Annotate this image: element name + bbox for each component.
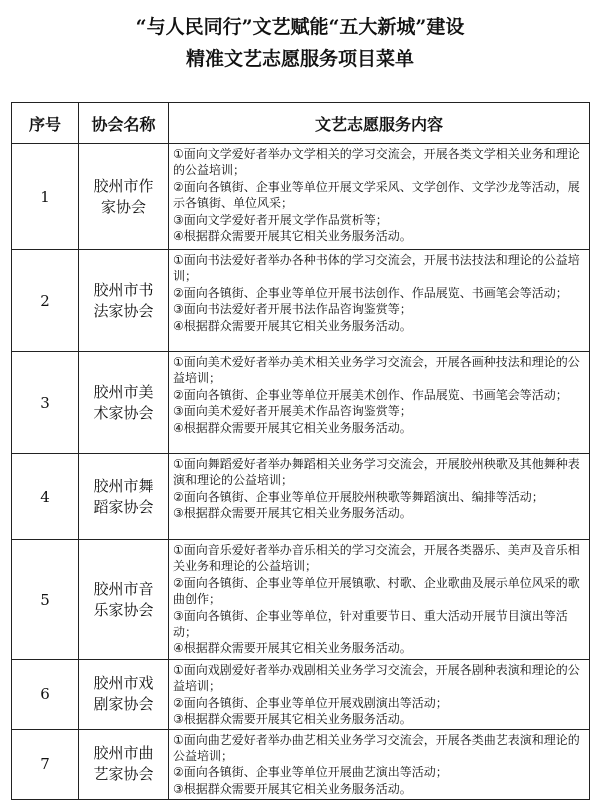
service-menu-table — [11, 102, 590, 800]
service-item: ①面向书法爱好者举办各种书体的学习交流会，开展书法技法和理论的公益培训； — [173, 253, 580, 284]
association-name: 胶州市曲艺家协会 — [79, 729, 169, 799]
service-content — [169, 729, 590, 799]
header-association-name: 协会名称 — [79, 103, 169, 144]
service-item: ②面向各镇街、企事业等单位开展胶州秧歌等舞蹈演出、编排等活动； — [173, 489, 544, 504]
service-content — [169, 144, 590, 250]
service-item: ②面向各镇街、企事业等单位开展曲艺演出等活动； — [173, 765, 448, 780]
row-index: 6 — [12, 660, 79, 730]
service-item: ②面向各镇街、企事业等单位开展戏剧演出等活动； — [173, 695, 448, 710]
document-subtitle: 精准文艺志愿服务项目菜单 — [185, 48, 414, 70]
association-name: 胶州市舞蹈家协会 — [79, 454, 169, 540]
table-header-row — [12, 103, 590, 144]
service-item: ①面向舞蹈爱好者举办舞蹈相关业务学习交流会，开展胶州秧歌及其他舞种表演和理论的公益培训； — [173, 457, 580, 488]
header-index: 序号 — [12, 103, 79, 144]
service-content — [169, 540, 590, 660]
header-service-content: 文艺志愿服务内容 — [169, 103, 590, 144]
service-content — [169, 250, 590, 352]
service-content — [169, 454, 590, 540]
row-index: 3 — [12, 352, 79, 454]
service-item: ①面向戏剧爱好者举办戏剧相关业务学习交流会，开展各剧种表演和理论的公益培训； — [173, 663, 580, 694]
service-item: ②面向各镇街、企事业等单位开展美术创作、作品展览、书画笔会等活动； — [173, 387, 568, 402]
service-item: ②面向各镇街、企事业等单位开展镇歌、村歌、企业歌曲及展示单位风采的歌曲创作； — [173, 575, 580, 607]
service-item: ③根据群众需要开展其它相关业务服务活动。 — [173, 712, 412, 727]
service-item: ①面向曲艺爱好者举办曲艺相关业务学习交流会，开展各类曲艺表演和理论的公益培训； — [173, 732, 580, 764]
service-item: ②面向各镇街、企事业等单位开展书法创作、作品展览、书画笔会等活动； — [173, 285, 568, 300]
service-item: ④根据群众需要开展其它相关业务服务活动。 — [173, 318, 412, 333]
service-item: ①面向美术爱好者举办美术相关业务学习交流会，开展各画种技法和理论的公益培训； — [173, 355, 580, 386]
service-item: ③面向美术爱好者开展美术作品咨询鉴赏等； — [173, 404, 412, 419]
association-name: 胶州市戏剧家协会 — [79, 660, 169, 730]
service-item: ③面向书法爱好者开展书法作品咨询鉴赏等； — [173, 302, 412, 317]
table-row — [12, 144, 590, 250]
row-index: 5 — [12, 540, 79, 660]
service-item: ③面向各镇街、企事业等单位，针对重要节日、重大活动开展节目演出等活动； — [173, 608, 568, 640]
row-index: 4 — [12, 454, 79, 540]
table-row — [12, 352, 590, 454]
service-item: ②面向各镇街、企事业等单位开展文学采风、文学创作、文学沙龙等活动，展示各镇街、单位风采； — [173, 179, 580, 211]
row-index: 2 — [12, 250, 79, 352]
document-title: “与人民同行”文艺赋能“五大新城”建设 — [135, 16, 465, 38]
row-index: 1 — [12, 144, 79, 250]
association-name: 胶州市美术家协会 — [79, 352, 169, 454]
service-item: ④根据群众需要开展其它相关业务服务活动。 — [173, 420, 412, 435]
service-content — [169, 660, 590, 730]
service-item: ③根据群众需要开展其它相关业务服务活动。 — [173, 781, 412, 796]
row-index: 7 — [12, 729, 79, 799]
table-row — [12, 540, 590, 660]
service-item: ③面向文学爱好者开展文学作品赏析等； — [173, 212, 388, 227]
service-item: ④根据群众需要开展其它相关业务服务活动。 — [173, 641, 412, 656]
service-item: ①面向文学爱好者举办文学相关的学习交流会，开展各类文学相关业务和理论的公益培训； — [173, 147, 580, 178]
service-content — [169, 352, 590, 454]
association-name: 胶州市书法家协会 — [79, 250, 169, 352]
association-name: 胶州市作家协会 — [79, 144, 169, 250]
service-item: ③根据群众需要开展其它相关业务服务活动。 — [173, 506, 412, 521]
table-row — [12, 729, 590, 799]
association-name: 胶州市音乐家协会 — [79, 540, 169, 660]
service-item: ①面向音乐爱好者举办音乐相关的学习交流会，开展各类器乐、美声及音乐相关业务和理论的公益培训； — [173, 543, 580, 574]
service-item: ④根据群众需要开展其它相关业务服务活动。 — [173, 229, 412, 244]
table-row — [12, 660, 590, 730]
table-row — [12, 454, 590, 540]
table-row — [12, 250, 590, 352]
